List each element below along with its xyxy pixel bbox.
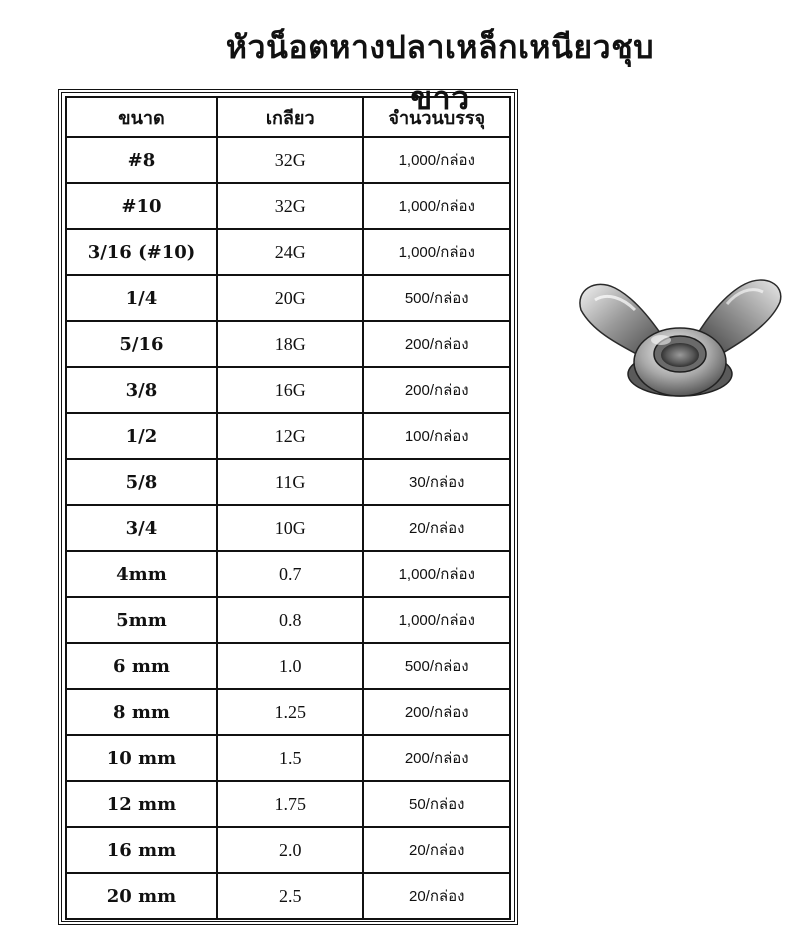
cell-quantity: 20/กล่อง: [363, 505, 510, 551]
cell-thread: 32G: [217, 183, 364, 229]
cell-thread: 24G: [217, 229, 364, 275]
cell-quantity: 1,000/กล่อง: [363, 183, 510, 229]
cell-size: 4mm: [66, 551, 217, 597]
cell-quantity: 500/กล่อง: [363, 275, 510, 321]
cell-size: 20 mm: [66, 873, 217, 919]
cell-size: 3/4: [66, 505, 217, 551]
cell-thread: 10G: [217, 505, 364, 551]
cell-quantity: 30/กล่อง: [363, 459, 510, 505]
cell-size: 3/8: [66, 367, 217, 413]
cell-quantity: 200/กล่อง: [363, 689, 510, 735]
cell-quantity: 200/กล่อง: [363, 321, 510, 367]
cell-size: 5mm: [66, 597, 217, 643]
cell-quantity: 1,000/กล่อง: [363, 597, 510, 643]
spec-table: [65, 96, 511, 920]
cell-quantity: 1,000/กล่อง: [363, 137, 510, 183]
table-row: [66, 873, 510, 919]
cell-thread: 11G: [217, 459, 364, 505]
table-row: [66, 735, 510, 781]
cell-thread: 1.25: [217, 689, 364, 735]
cell-thread: 0.7: [217, 551, 364, 597]
cell-size: #8: [66, 137, 217, 183]
table-row: [66, 137, 510, 183]
table-row: [66, 827, 510, 873]
header-thread: เกลียว: [217, 97, 364, 137]
cell-quantity: 100/กล่อง: [363, 413, 510, 459]
cell-size: 5/8: [66, 459, 217, 505]
cell-thread: 32G: [217, 137, 364, 183]
cell-thread: 1.0: [217, 643, 364, 689]
cell-quantity: 1,000/กล่อง: [363, 229, 510, 275]
table-row: [66, 459, 510, 505]
table-row: [66, 781, 510, 827]
cell-size: 16 mm: [66, 827, 217, 873]
table-row: [66, 275, 510, 321]
cell-quantity: 50/กล่อง: [363, 781, 510, 827]
table-row: [66, 643, 510, 689]
table-row: [66, 367, 510, 413]
table-body: [66, 137, 510, 919]
cell-quantity: 20/กล่อง: [363, 873, 510, 919]
cell-thread: 16G: [217, 367, 364, 413]
header-size: ขนาด: [66, 97, 217, 137]
cell-size: 3/16 (#10): [66, 229, 217, 275]
cell-thread: 2.0: [217, 827, 364, 873]
wing-nut-icon: [573, 270, 788, 405]
cell-size: 8 mm: [66, 689, 217, 735]
cell-quantity: 200/กล่อง: [363, 367, 510, 413]
cell-thread: 0.8: [217, 597, 364, 643]
spec-table-frame: [58, 89, 518, 925]
cell-size: 10 mm: [66, 735, 217, 781]
cell-size: 1/2: [66, 413, 217, 459]
table-row: [66, 413, 510, 459]
header-quantity: จำนวนบรรจุ: [363, 97, 510, 137]
cell-quantity: 1,000/กล่อง: [363, 551, 510, 597]
table-row: [66, 551, 510, 597]
cell-size: 12 mm: [66, 781, 217, 827]
cell-quantity: 200/กล่อง: [363, 735, 510, 781]
cell-thread: 20G: [217, 275, 364, 321]
cell-thread: 12G: [217, 413, 364, 459]
cell-size: 6 mm: [66, 643, 217, 689]
cell-thread: 1.75: [217, 781, 364, 827]
table-row: [66, 183, 510, 229]
cell-thread: 1.5: [217, 735, 364, 781]
table-row: [66, 229, 510, 275]
table-row: [66, 597, 510, 643]
wing-nut-image: [573, 270, 788, 405]
cell-quantity: 500/กล่อง: [363, 643, 510, 689]
cell-size: #10: [66, 183, 217, 229]
cell-size: 5/16: [66, 321, 217, 367]
table-row: [66, 689, 510, 735]
table-row: [66, 321, 510, 367]
page-title: หัวน็อตหางปลาเหล็กเหนียวชุบขาว: [225, 28, 655, 117]
table-header-row: [66, 97, 510, 137]
cell-quantity: 20/กล่อง: [363, 827, 510, 873]
cell-thread: 18G: [217, 321, 364, 367]
table-row: [66, 505, 510, 551]
cell-size: 1/4: [66, 275, 217, 321]
cell-thread: 2.5: [217, 873, 364, 919]
